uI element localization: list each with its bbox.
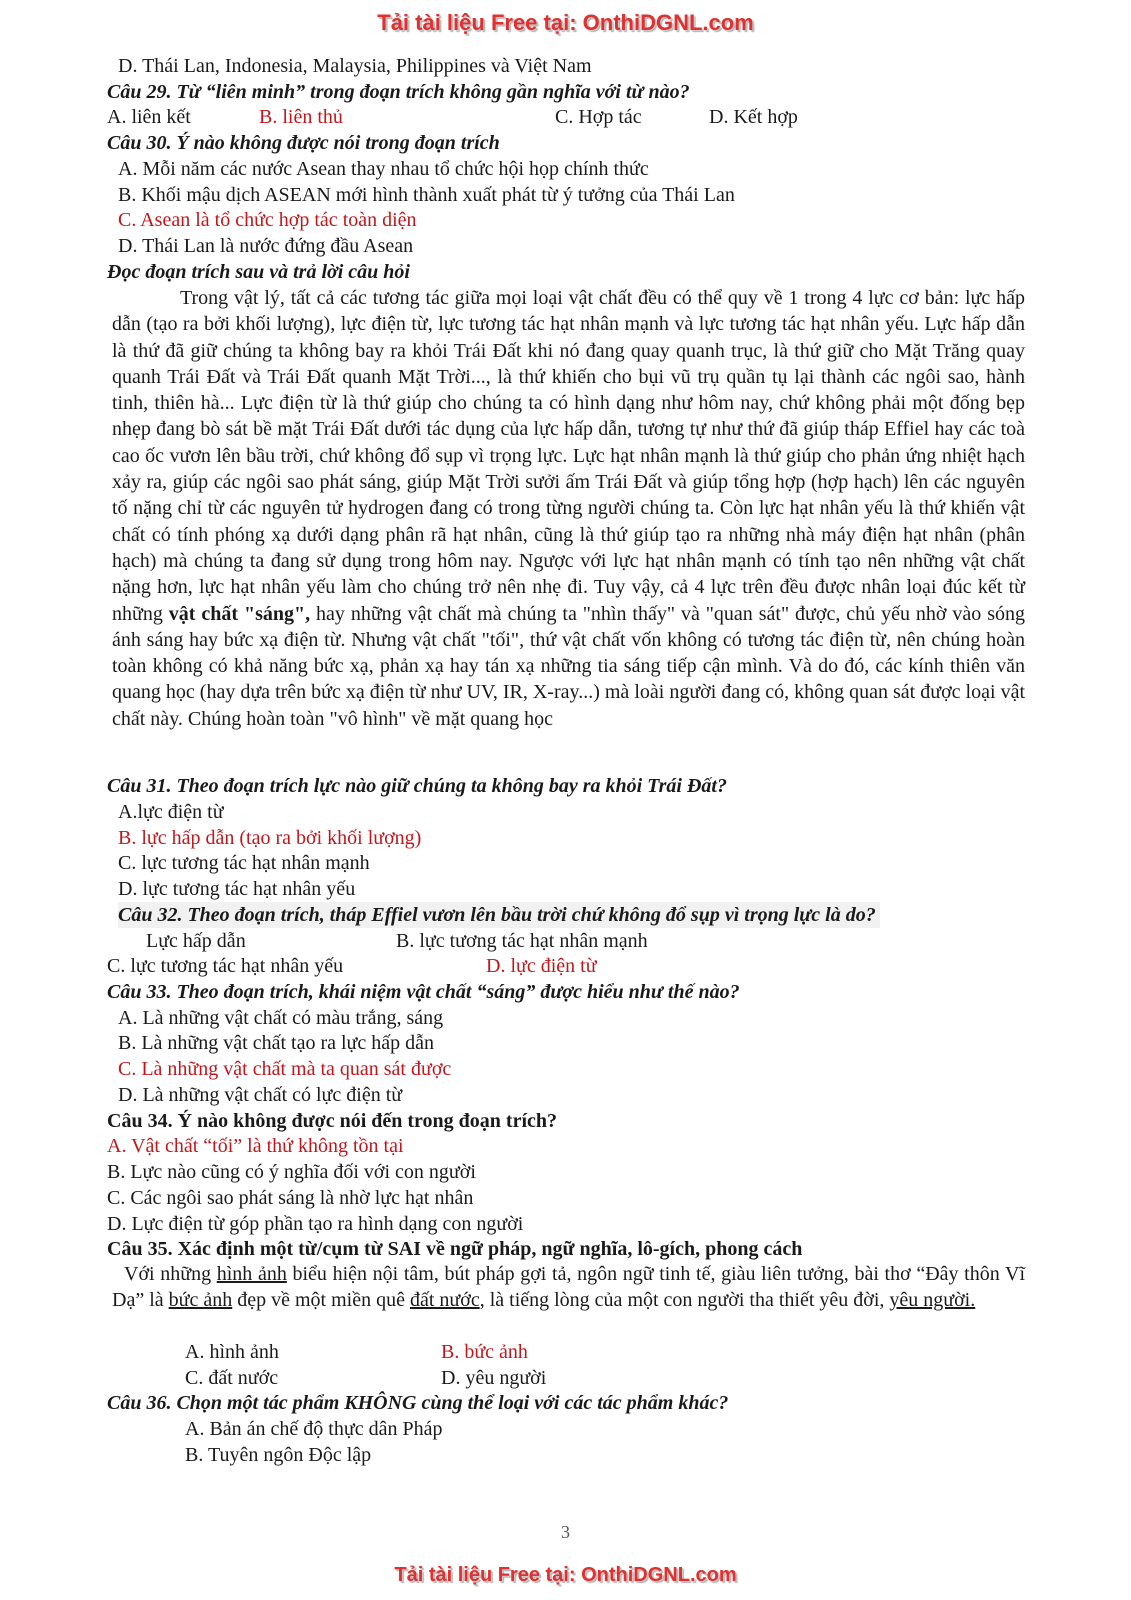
q35-text-3: đẹp về một miền quê bbox=[232, 1288, 410, 1311]
q34-option-a-answer: A. Vật chất “tối” là thứ không tồn tại bbox=[107, 1135, 404, 1157]
q31-option-b-answer: B. lực hấp dẫn (tạo ra bởi khối lượng) bbox=[118, 827, 422, 849]
q36-title: Câu 36. Chọn một tác phẩm KHÔNG cùng thể loại với các tác phẩm khác? bbox=[107, 1392, 729, 1414]
q33-option-c-answer: C. Là những vật chất mà ta quan sát được bbox=[118, 1058, 452, 1080]
q32-option-c: C. lực tương tác hạt nhân yếu bbox=[107, 955, 344, 977]
q33-option-b: B. Là những vật chất tạo ra lực hấp dẫn bbox=[118, 1032, 435, 1054]
q34-option-c: C. Các ngôi sao phát sáng là nhờ lực hạt nhân bbox=[107, 1187, 474, 1209]
q35-underlined-3: đất nước bbox=[409, 1288, 480, 1311]
prev-option-d: D. Thái Lan, Indonesia, Malaysia, Philippines và Việt Nam bbox=[118, 55, 592, 77]
q32-option-d-answer: D. lực điện từ bbox=[486, 955, 597, 977]
q34-option-b: B. Lực nào cũng có ý nghĩa đối với con người bbox=[107, 1161, 476, 1183]
q35-option-d: D. yêu người bbox=[441, 1367, 547, 1389]
q34-title: Câu 34. Ý nào không được nói đến trong đoạn trích? bbox=[107, 1110, 558, 1132]
q35-title: Câu 35. Xác định một từ/cụm từ SAI về ngữ pháp, ngữ nghĩa, lô-gích, phong cách bbox=[107, 1238, 803, 1260]
q29-option-b-answer: B. liên thủ bbox=[259, 106, 343, 128]
reading-heading: Đọc đoạn trích sau và trả lời câu hỏi bbox=[107, 261, 410, 283]
q30-option-d: D. Thái Lan là nước đứng đầu Asean bbox=[118, 235, 414, 257]
q32-option-b: B. lực tương tác hạt nhân mạnh bbox=[396, 930, 648, 952]
q35-underlined-4: yêu người. bbox=[889, 1288, 976, 1311]
passage-bold-phrase: vật chất "sáng", bbox=[168, 602, 311, 625]
q30-title: Câu 30. Ý nào không được nói trong đoạn trích bbox=[107, 132, 500, 154]
q31-option-d: D. lực tương tác hạt nhân yếu bbox=[118, 878, 356, 900]
q34-option-d: D. Lực điện từ góp phần tạo ra hình dạng con người bbox=[107, 1213, 524, 1235]
q31-option-a: A.lực điện từ bbox=[118, 801, 224, 823]
q35-underlined-2: bức ảnh bbox=[168, 1288, 233, 1311]
q35-underlined-1: hình ảnh bbox=[216, 1263, 287, 1285]
passage-text-end: hay những vật chất mà chúng ta "nhìn thấy" và "quan sát" được, chủ yếu nhờ vào sóng ánh sáng hay bức xạ điện từ. Nhưng vật chất "tối", thứ vật chất vốn không có tương tác điện từ, nên chúng hoàn toàn không có khả năng bức xạ, phản xạ hay tán xạ những tia sáng tiếp cận mình. Và do đó, các kính thiên văn quang học (hay dựa trên bức xạ điện từ như UV, IR, X-ray...) mà loài người đang có, không quan sát được loại vật chất này. Chúng hoàn toàn "vô hình" về mặt quang học bbox=[112, 602, 1026, 730]
page-number: 3 bbox=[561, 1522, 570, 1542]
q32-title: Câu 32. Theo đoạn trích, tháp Effiel vươn lên bầu trời chứ không đổ sụp vì trọng lực là do? bbox=[118, 902, 880, 928]
q33-title: Câu 33. Theo đoạn trích, khái niệm vật chất “sáng” được hiểu như thế nào? bbox=[107, 981, 740, 1003]
q36-option-a: A. Bản án chế độ thực dân Pháp bbox=[185, 1418, 443, 1440]
q35-option-c: C. đất nước bbox=[185, 1367, 279, 1389]
q29-option-d: D. Kết hợp bbox=[709, 106, 798, 128]
q29-option-a: A. liên kết bbox=[107, 106, 191, 128]
q35-text-1: Với những bbox=[124, 1263, 217, 1285]
q35-option-b-answer: B. bức ảnh bbox=[441, 1341, 528, 1363]
q31-option-c: C. lực tương tác hạt nhân mạnh bbox=[118, 852, 370, 874]
q35-passage bbox=[112, 1262, 1025, 1314]
q31-title: Câu 31. Theo đoạn trích lực nào giữ chúng ta không bay ra khỏi Trái Đất? bbox=[107, 775, 727, 797]
q30-option-c-answer: C. Asean là tổ chức hợp tác toàn diện bbox=[118, 209, 417, 231]
q29-option-c: C. Hợp tác bbox=[555, 106, 642, 128]
q32-option-a: Lực hấp dẫn bbox=[146, 930, 246, 952]
q33-option-d: D. Là những vật chất có lực điện từ bbox=[118, 1084, 403, 1106]
passage-text: Trong vật lý, tất cả các tương tác giữa mọi loại vật chất đều có thể quy về 1 trong 4 lực cơ bản: lực hấp dẫn (tạo ra bởi khối lượng), lực điện từ, lực tương tác hạt nhân mạnh và lực tương tác hạt nhân yếu. Lực hấp dẫn là thứ đã giữ chúng ta không bay ra khỏi Trái Đất khi nó đang quay quanh trục, là thứ giữ cho Mặt Trăng quay quanh Trái Đất và Trái Đất quanh Mặt Trời..., là thứ khiến cho bụi vũ trụ quần tụ lại thành các ngôi sao, hành tinh, thiên hà... Lực điện từ là thứ giúp cho chúng ta có hình dạng như hôm nay, chứ không phải một đống bẹp nhẹp đang bò sát bề mặt Trái Đất dưới tác dụng của lực hấp dẫn, tương tự như thứ đã giúp tháp Effiel hay các toà cao ốc vươn lên bầu trời, chứ không đổ sụp vì trọng lực. Lực hạt nhân mạnh là thứ giúp cho phản ứng nhiệt hạch xảy ra, giúp các ngôi sao phát sáng, giúp Mặt Trời sưởi ấm Trái Đất và giúp tổng hợp (hợp hạch) lên các nguyên tố nặng chỉ từ các nguyên tử hydrogen đang có trong từng người chúng ta. Còn lực hạt nhân yếu là thứ khiến vật chất có tính phóng xạ dưới dạng phân rã hạt nhân, cũng là thứ giúp tạo ra những nhà máy điện hạt nhân (phân hạch) mà chúng ta đang sử dụng trong hôm nay. Ngược với lực hạt nhân mạnh có tính tạo nên những vật chất nặng hơn, lực hạt nhân yếu làm cho chúng trở nên nhẹ đi. Tuy vậy, cả 4 lực trên đều được nhân loại đúc kết từ những bbox=[112, 287, 1025, 625]
q30-option-b: B. Khối mậu dịch ASEAN mới hình thành xuất phát từ ý tưởng của Thái Lan bbox=[118, 184, 735, 206]
footer-banner: Tải tài liệu Free tại: OnthiDGNL.com bbox=[394, 1564, 737, 1586]
reading-passage bbox=[112, 285, 1025, 732]
q35-option-a: A. hình ảnh bbox=[185, 1341, 279, 1363]
header-banner: Tải tài liệu Free tại: OnthiDGNL.com bbox=[377, 10, 754, 35]
q30-option-a: A. Mỗi năm các nước Asean thay nhau tổ chức hội họp chính thức bbox=[118, 158, 649, 180]
q33-option-a: A. Là những vật chất có màu trắng, sáng bbox=[118, 1007, 444, 1029]
q29-title: Câu 29. Từ “liên minh” trong đoạn trích không gần nghĩa với từ nào? bbox=[107, 81, 690, 103]
q36-option-b: B. Tuyên ngôn Độc lập bbox=[185, 1444, 372, 1466]
q35-text-2: biểu hiện nội tâm, bút pháp gợi tả, ngôn ngữ tinh tế, giàu liên tưởng, bài thơ “Đây thôn Vĩ Dạ” là bbox=[112, 1263, 1026, 1311]
q35-text-4: , là tiếng lòng của một con người tha thiết yêu đời, bbox=[479, 1288, 890, 1311]
